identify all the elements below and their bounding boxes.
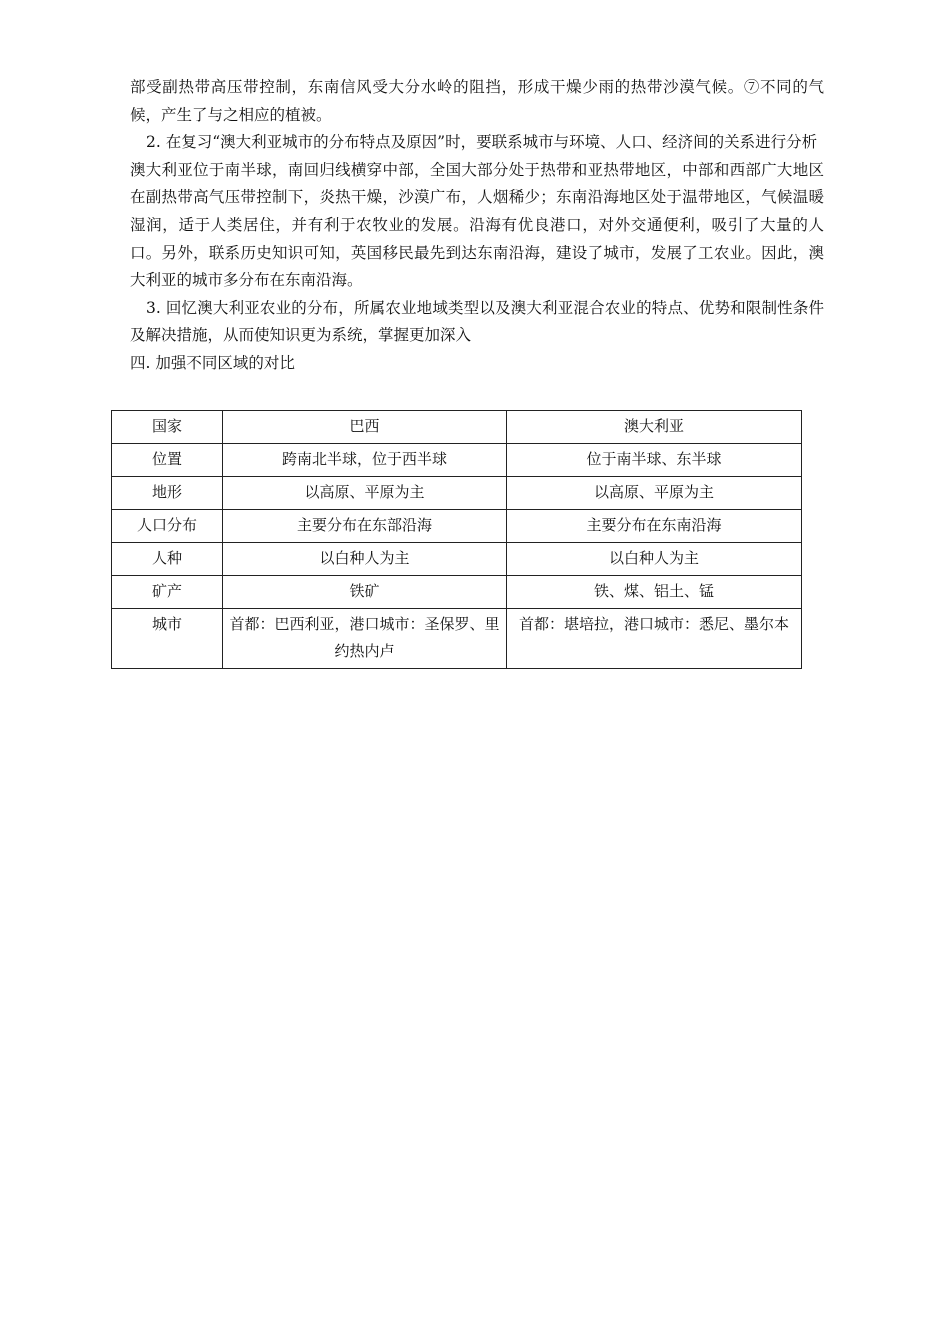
table-header-row [112,411,802,444]
row-label: 位置 [112,444,223,477]
document-body [130,74,824,378]
row-label: 地形 [112,477,223,510]
row-label: 人种 [112,543,223,576]
australia-cell: 以高原、平原为主 [507,477,802,510]
australia-cell: 位于南半球、东半球 [507,444,802,477]
australia-cell: 首都：堪培拉，港口城市：悉尼、墨尔本 [507,609,802,669]
comparison-table [111,410,802,669]
table-row [112,444,802,477]
paragraph-climate-vegetation: 部受副热带高压带控制，东南信风受大分水岭的阻挡，形成干燥少雨的热带沙漠气候。⑦不同的气候，产生了与之相应的植被。 [130,78,824,124]
header-cell-australia: 澳大利亚 [507,411,802,444]
header-cell-country: 国家 [112,411,223,444]
brazil-cell: 跨南北半球，位于西半球 [223,444,507,477]
australia-cell: 以白种人为主 [507,543,802,576]
header-cell-brazil: 巴西 [223,411,507,444]
paragraph-item-3: 3. 回忆澳大利亚农业的分布，所属农业地域类型以及澳大利亚混合农业的特点、优势和限制性条件及解决措施，从而使知识更为系统，掌握更加深入 [130,298,824,345]
brazil-cell: 以白种人为主 [223,543,507,576]
brazil-cell: 首都：巴西利亚，港口城市：圣保罗、里约热内卢 [223,609,507,669]
table-row [112,543,802,576]
australia-cell: 铁、煤、铝土、锰 [507,576,802,609]
table-row [112,576,802,609]
brazil-cell: 以高原、平原为主 [223,477,507,510]
section-title: 四. 加强不同区域的对比 [130,353,295,372]
brazil-cell: 铁矿 [223,576,507,609]
australia-cell: 主要分布在东南沿海 [507,510,802,543]
brazil-cell: 主要分布在东部沿海 [223,510,507,543]
row-label: 城市 [112,609,223,669]
row-label: 矿产 [112,576,223,609]
row-label: 人口分布 [112,510,223,543]
table-row [112,609,802,669]
table-row [112,477,802,510]
table-row [112,510,802,543]
paragraph-city-distribution: 澳大利亚位于南半球，南回归线横穿中部，全国大部分处于热带和亚热带地区，中部和西部广大地区在副热带高气压带控制下，炎热干燥，沙漠广布，人烟稀少；东南沿海地区处于温带地区，气候温暖湿润，适于人类居住，并有利于农牧业的发展。沿海有优良港口，对外交通便利，吸引了大量的人口。另外，联系历史知识可知，英国移民最先到达东南沿海，建设了城市，发展了工农业。因此，澳大利亚的城市多分布在东南沿海。 [130,160,824,290]
paragraph-item-2: 2. 在复习“澳大利亚城市的分布特点及原因”时，要联系城市与环境、人口、经济间的关系进行分析 [146,133,818,152]
